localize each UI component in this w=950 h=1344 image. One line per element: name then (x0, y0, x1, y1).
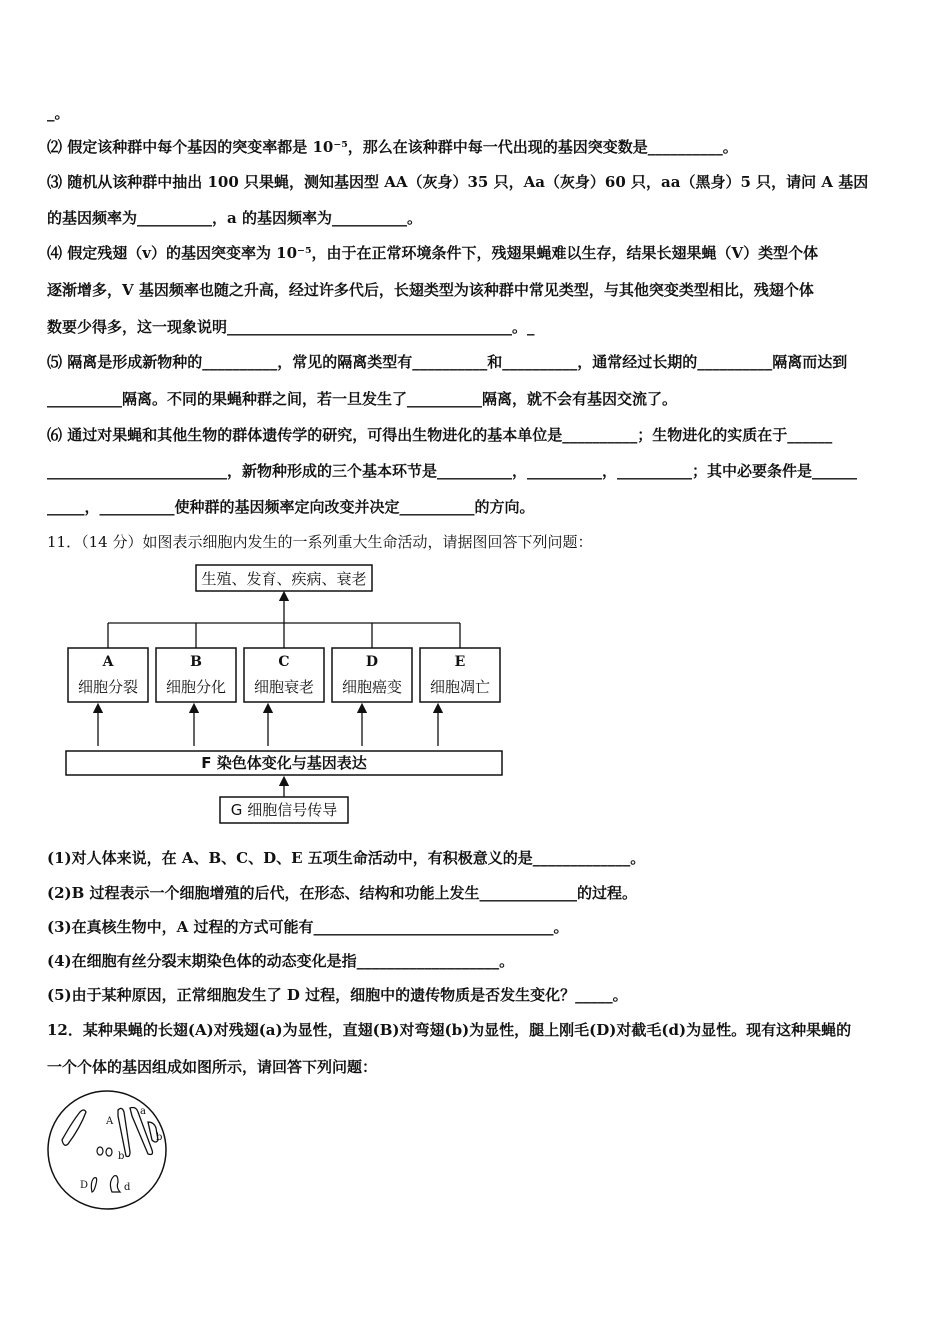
question-11-2: (2)B 过程表示一个细胞增殖的后代，在形态、结构和功能上发生_____________的过程。 (47, 884, 638, 902)
question-10-4-cont2: 数要少得多，这一现象说明______________________________________。_ (47, 318, 535, 336)
svg-text:E: E (454, 654, 466, 670)
question-11-1: (1)对人体来说，在 A、B、C、D、E 五项生命活动中，有积极意义的是_____________。 (47, 849, 646, 867)
box-d (332, 648, 412, 702)
question-10-4: ⑷ 假定残翅（v）的基因突变率为 10⁻⁵，由于在正常环境条件下，残翅果蝇难以生存，结果长翅果蝇（V）类型个体 (47, 244, 819, 262)
text-line-0: _。 (47, 104, 70, 122)
question-10-4-cont1: 逐渐增多，V 基因频率也随之升高，经过许多代后，长翅类型为该种群中常见类型，与其他突变类型相比，残翅个体 (47, 281, 814, 299)
g-box-label: G 细胞信号传导 (230, 801, 338, 819)
svg-text:b: b (156, 1132, 163, 1143)
question-10-5-cont: __________隔离。不同的果蝇种群之间，若一旦发生了__________隔离，就不会有基因交流了。 (47, 390, 678, 408)
svg-text:细胞分化: 细胞分化 (165, 678, 227, 696)
chromosome-diagram (44, 1088, 174, 1213)
svg-text:D: D (365, 654, 379, 670)
question-12-title-cont: 一个个体的基因组成如图所示，请回答下列问题： (47, 1058, 378, 1076)
question-10-3-cont: 的基因频率为__________，a 的基因频率为__________。 (47, 209, 422, 227)
question-11-5: (5)由于某种原因，正常细胞发生了 D 过程，细胞中的遗传物质是否发生变化？_____。 (47, 986, 628, 1004)
box-a (68, 648, 148, 702)
svg-text:细胞分裂: 细胞分裂 (77, 678, 139, 696)
question-12-title: 12．某种果蝇的长翅(A)对残翅(a)为显性，直翅(B)对弯翅(b)为显性，腿上刚毛(D)对截毛(d)为显性。现有这种果蝇的 (47, 1021, 852, 1039)
svg-text:B: B (190, 654, 202, 670)
question-10-6-cont1: ________________________，新物种形成的三个基本环节是__________，__________，__________；其中必要条件是______ (47, 462, 858, 480)
question-11-4: (4)在细胞有丝分裂末期染色体的动态变化是指___________________。 (47, 952, 515, 970)
svg-text:D: D (80, 1180, 89, 1191)
cell-activity-diagram (60, 563, 510, 828)
question-11-title: 11．（14 分）如图表示细胞内发生的一系列重大生命活动，请据图回答下列问题： (47, 533, 593, 551)
top-box-label: 生殖、发育、疾病、衰老 (201, 570, 367, 588)
svg-text:A: A (106, 1116, 114, 1127)
question-11-3: (3)在真核生物中，A 过程的方式可能有________________________________。 (47, 918, 569, 936)
question-10-6-cont2: _____，__________使种群的基因频率定向改变并决定__________的方向。 (47, 498, 535, 516)
svg-text:细胞癌变: 细胞癌变 (341, 678, 403, 696)
f-bar-label: F 染色体变化与基因表达 (201, 754, 367, 772)
svg-text:a: a (140, 1106, 146, 1117)
box-c (244, 648, 324, 702)
question-10-2: ⑵ 假定该种群中每个基因的突变率都是 10⁻⁵，那么在该种群中每一代出现的基因突变数是__________。 (47, 138, 738, 156)
svg-text:细胞凋亡: 细胞凋亡 (429, 678, 491, 696)
svg-text:C: C (278, 654, 290, 670)
svg-text:A: A (102, 654, 114, 670)
question-10-5: ⑸ 隔离是形成新物种的__________，常见的隔离类型有__________和__________，通常经过长期的__________隔离而达到 (47, 353, 848, 371)
question-10-3: ⑶ 随机从该种群中抽出 100 只果蝇，测知基因型 AA（灰身）35 只，Aa（灰身）60 只，aa（黑身）5 只，请问 A 基因 (47, 173, 869, 191)
box-e (420, 648, 500, 702)
question-10-6: ⑹ 通过对果蝇和其他生物的群体遗传学的研究，可得出生物进化的基本单位是__________；生物进化的实质在于______ (47, 426, 833, 444)
svg-text:细胞衰老: 细胞衰老 (253, 678, 315, 696)
svg-text:b: b (118, 1151, 125, 1162)
box-b (156, 648, 236, 702)
svg-text:d: d (124, 1182, 131, 1193)
